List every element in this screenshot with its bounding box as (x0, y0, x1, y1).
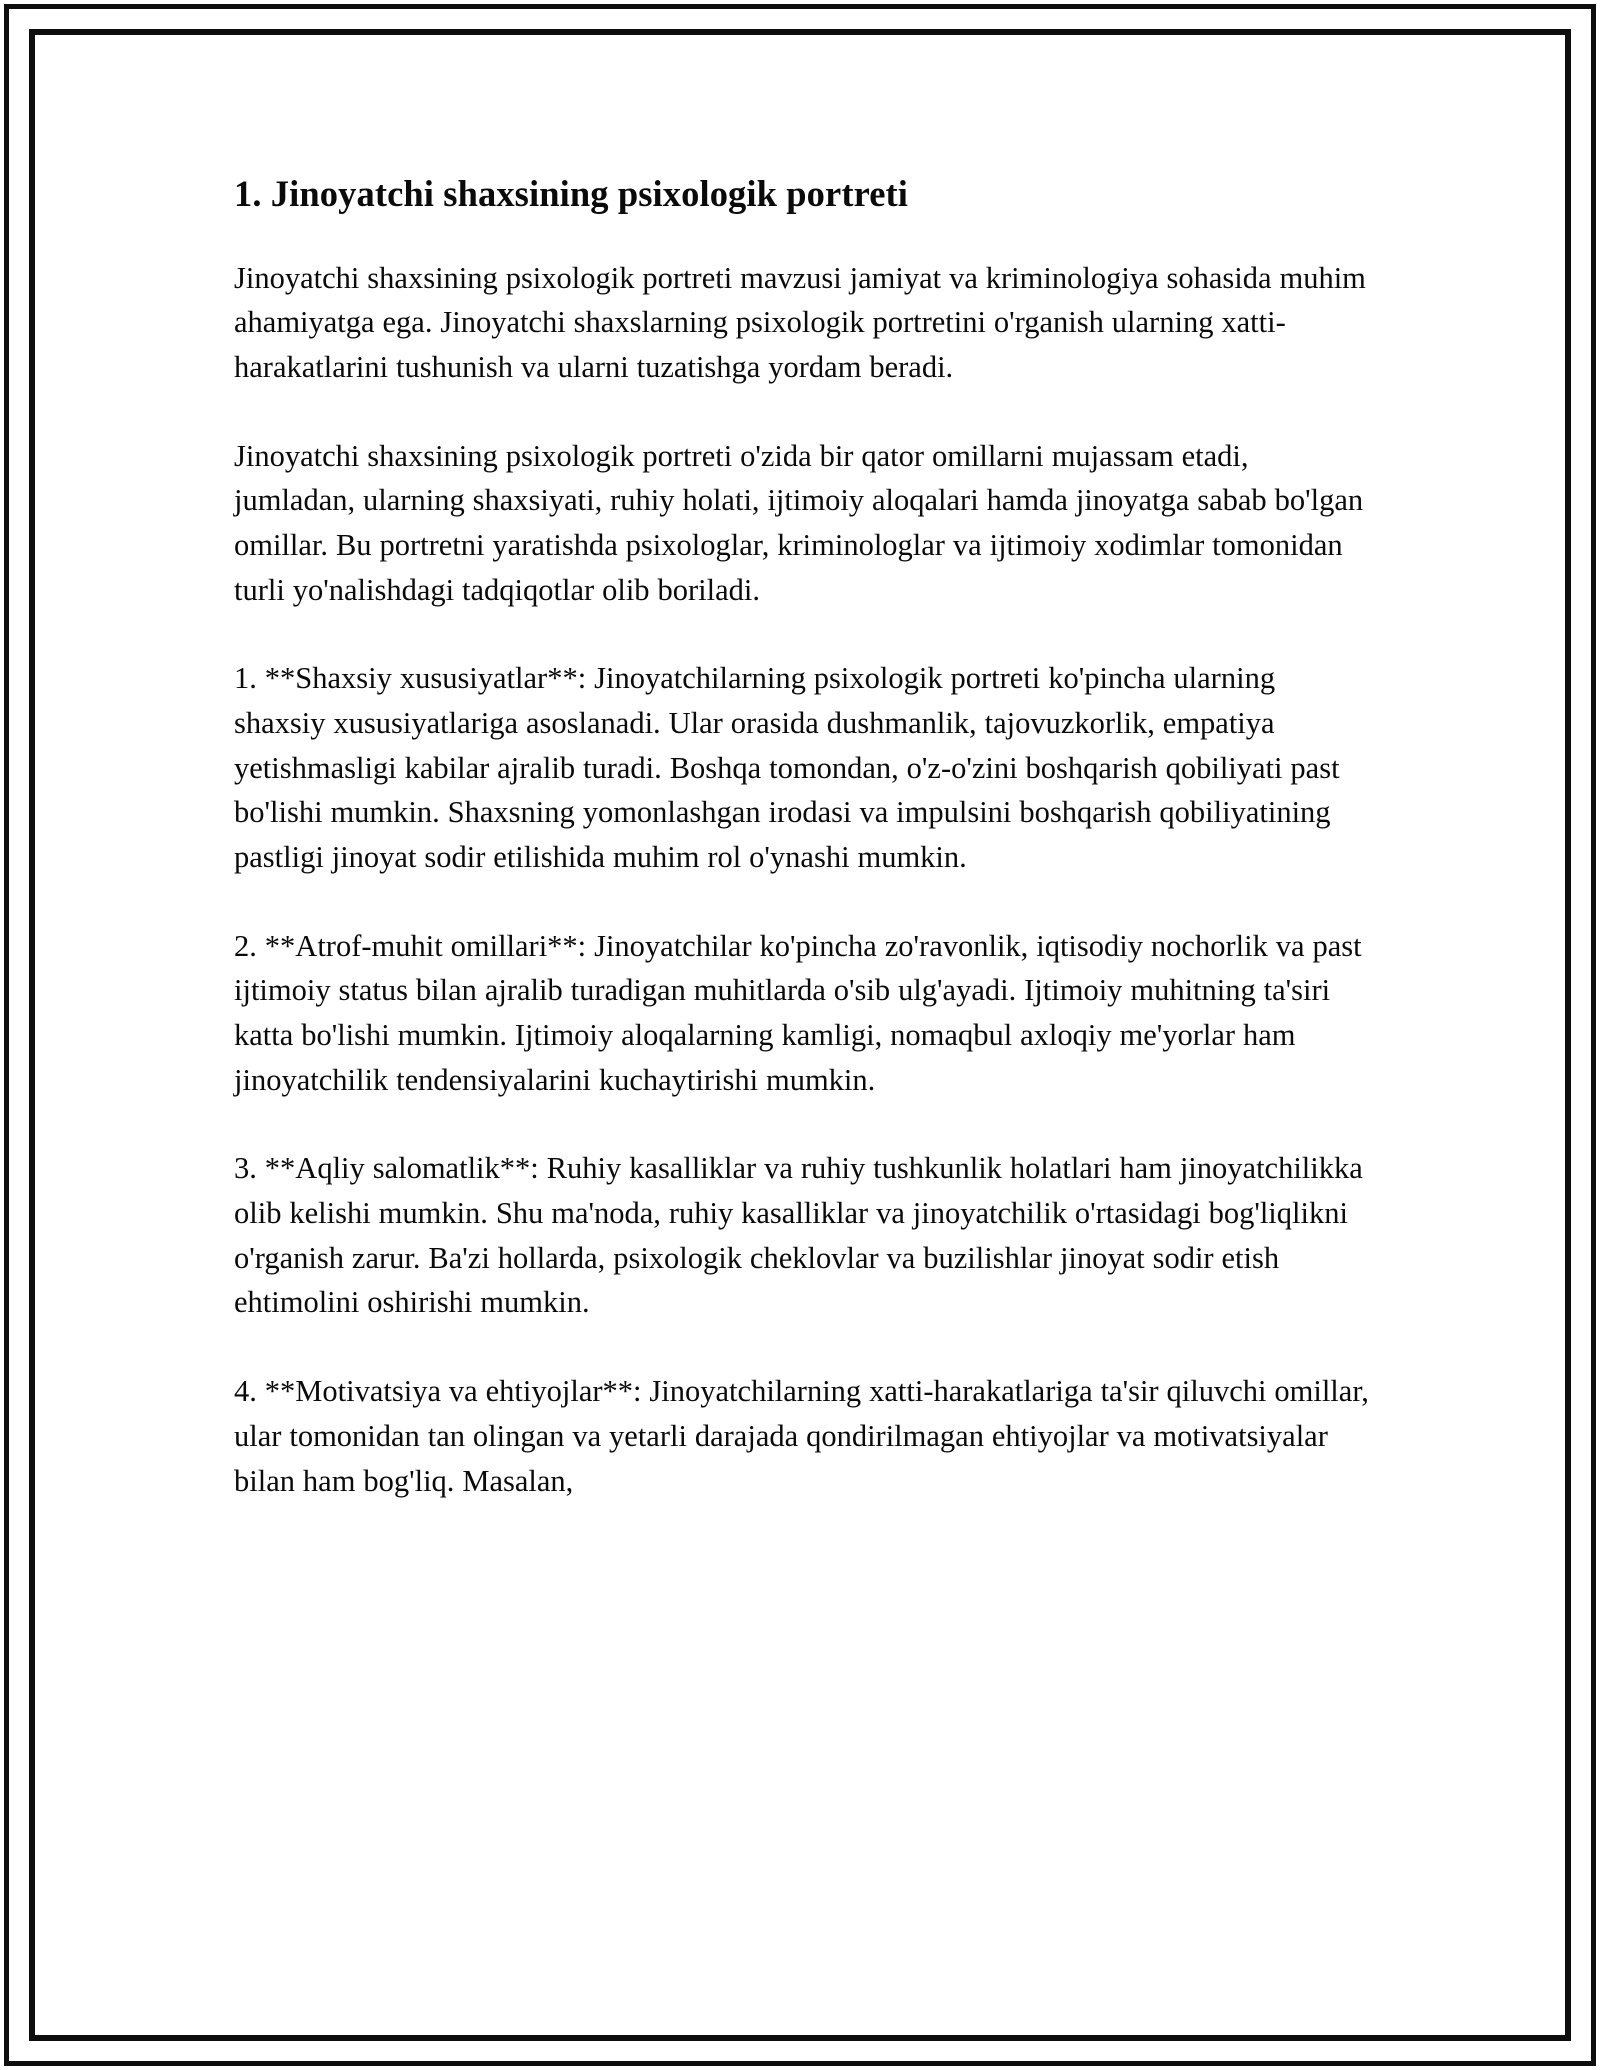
paragraph-intro-1: Jinoyatchi shaxsining psixologik portreti mavzusi jamiyat va kriminologiya sohasida muhim ahamiyatga ega. Jinoyatchi shaxslarning psixologik portretini o'rganish ularning xatti-harakatlarini tushunish va ularni tuzatishga yordam beradi. (234, 260, 1366, 385)
paragraph-intro-2: Jinoyatchi shaxsining psixologik portreti o'zida bir qator omillarni mujassam etadi, jumladan, ularning shaxsiyati, ruhiy holati, ijtimoiy aloqalari hamda jinoyatga sabab bo'lgan omillar. Bu portretni yaratishda psixologlar, kriminologlar va ijtimoiy xodimlar tomonidan turli yo'nalishdagi tadqiqotlar olib boriladi. (234, 438, 1364, 607)
page-title: 1. Jinoyatchi shaxsining psixologik portreti (234, 173, 909, 214)
document-content (234, 171, 1369, 1503)
list-item-3: 3. **Aqliy salomatlik**: Ruhiy kasalliklar va ruhiy tushkunlik holatlari ham jinoyatchilikka olib kelishi mumkin. Shu ma'noda, ruhiy kasalliklar va jinoyatchilik o'rtasidagi bog'liqlikni o'rganish zarur. Ba'zi hollarda, psixologik cheklovlar va buzilishlar jinoyat sodir etish ehtimolini oshirishi mumkin. (234, 1151, 1363, 1320)
list-item-4: 4. **Motivatsiya va ehtiyojlar**: Jinoyatchilarning xatti-harakatlariga ta'sir qiluvchi omillar, ular tomonidan tan olingan va yetarli darajada qondirilmagan ehtiyojlar va motivatsiyalar bilan ham bog'liq. Masalan, (234, 1374, 1369, 1498)
list-item-1: 1. **Shaxsiy xususiyatlar**: Jinoyatchilarning psixologik portreti ko'pincha ularning shaxsiy xususiyatlariga asoslanadi. Ular orasida dushmanlik, tajovuzkorlik, empatiya yetishmasligi kabilar ajralib turadi. Boshqa tomondan, o'z-o'zini boshqarish qobiliyati past bo'lishi mumkin. Shaxsning yomonlashgan irodasi va impulsini boshqarish qobiliyatining pastligi jinoyat sodir etilishida muhim rol o'ynashi mumkin. (234, 661, 1340, 875)
page-sheet (36, 36, 1564, 2034)
list-item-2: 2. **Atrof-muhit omillari**: Jinoyatchilar ko'pincha zo'ravonlik, iqtisodiy nochorlik va past ijtimoiy status bilan ajralib turadigan muhitlarda o'sib ulg'ayadi. Ijtimoiy muhitning ta'siri katta bo'lishi mumkin. Ijtimoiy aloqalarning kamligi, nomaqbul axloqiy me'yorlar ham jinoyatchilik tendensiyalarini kuchaytirishi mumkin. (234, 928, 1362, 1097)
